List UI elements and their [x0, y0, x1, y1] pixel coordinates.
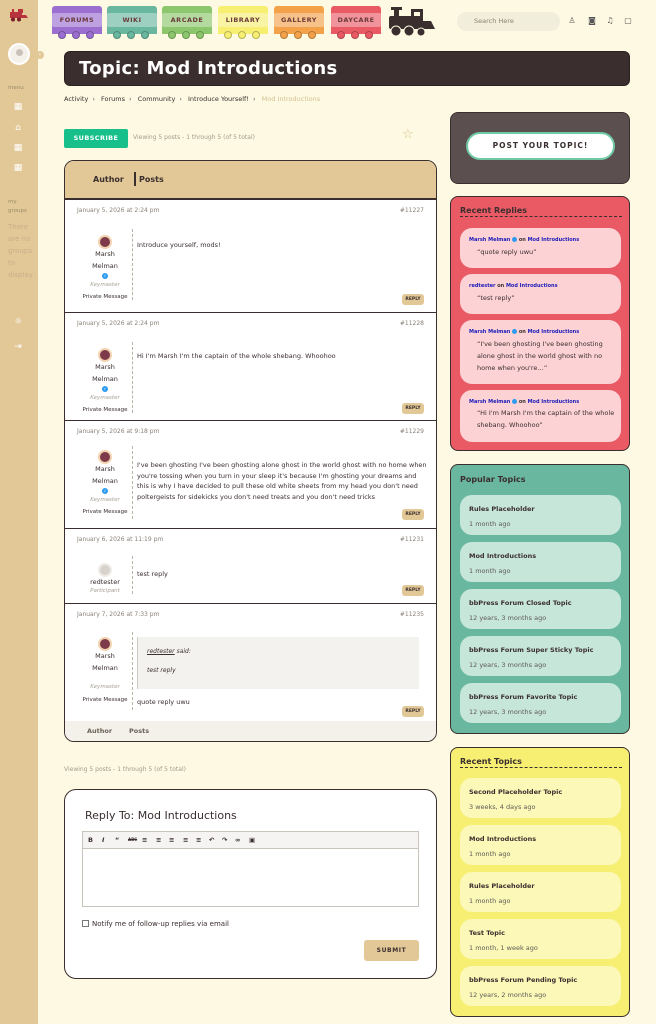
- post-row: [65, 420, 436, 528]
- wheel-icon: [238, 31, 246, 39]
- topic-item[interactable]: [460, 919, 621, 959]
- submit-button[interactable]: SUBMIT: [364, 940, 419, 961]
- reply-meta: [469, 283, 558, 289]
- my-groups-heading: my groups: [8, 199, 27, 214]
- reply-user[interactable]: Marsh Melman: [469, 237, 511, 243]
- post-permalink[interactable]: #11229: [399, 428, 424, 435]
- editor-toolbar: [83, 832, 418, 849]
- recent-reply-item[interactable]: [460, 390, 621, 442]
- pagination-count-bottom: Viewing 5 posts - 1 through 5 (of 5 total): [64, 766, 186, 773]
- post-date: January 7, 2026 at 7:33 pm: [77, 611, 160, 618]
- link-icon[interactable]: ∞: [235, 836, 241, 844]
- topic-age: 1 month ago: [469, 567, 511, 575]
- nav-label: FORUMS: [52, 13, 102, 27]
- reply-form-title: Reply To: Mod Introductions: [85, 809, 237, 822]
- italic-icon[interactable]: I: [102, 836, 105, 844]
- reply-on: on: [518, 237, 526, 243]
- post-content: I've been ghosting I've been ghosting alone ghost in the world ghost with no home when you're tossing when you turn in your sleep it's because I'm ghosting your dreams and this is why I have decided to pull these old white sheets from my head you don't need poltergeists for sidekicks you don't need treats and you don't need tricks: [137, 461, 427, 501]
- post-permalink[interactable]: #11227: [399, 207, 424, 214]
- author-name[interactable]: redtester: [90, 578, 120, 586]
- reply-excerpt: “Hi I'm Marsh I'm the captain of the whole shebang. Whoohoo”: [477, 409, 615, 429]
- verified-badge-icon: [512, 237, 517, 242]
- topic-age: 12 years, 3 months ago: [469, 614, 547, 622]
- table-footer: [65, 721, 436, 741]
- quote-said: said:: [176, 648, 191, 655]
- topic-age: 1 month ago: [469, 897, 511, 905]
- reply-user[interactable]: redtester: [469, 283, 496, 289]
- reply-user[interactable]: Marsh Melman: [469, 399, 511, 405]
- recent-reply-item[interactable]: [460, 228, 621, 268]
- sidebar-expand-icon[interactable]: ›: [36, 51, 44, 59]
- author-first: Marsh: [95, 250, 115, 258]
- topic-age: 1 month ago: [469, 850, 511, 858]
- blockquote-icon[interactable]: “: [115, 836, 120, 844]
- author-last: Melman: [92, 262, 118, 270]
- align-left-icon[interactable]: ≡: [169, 836, 175, 844]
- author-role: Keymaster: [90, 497, 120, 503]
- post-row: [65, 603, 436, 723]
- topic-item[interactable]: [460, 778, 621, 818]
- author-name[interactable]: [70, 650, 140, 674]
- wheel-icon: [252, 31, 260, 39]
- verified-badge-icon: ✓: [103, 386, 107, 391]
- chevron-right-icon: ›: [252, 95, 256, 103]
- nav-label: GALLERY: [274, 13, 324, 27]
- author-avatar[interactable]: [98, 235, 112, 249]
- reply-excerpt: “I've been ghosting I've been ghosting alone ghost in the world ghost with no home when you're…”: [477, 340, 603, 372]
- topic-title: Test Topic: [469, 929, 505, 937]
- post-content: Introduce yourself, mods!: [137, 241, 221, 249]
- favorite-star-icon[interactable]: ☆: [402, 127, 414, 142]
- subscribe-button[interactable]: SUBSCRIBE: [64, 129, 128, 148]
- author-first: Marsh: [95, 465, 115, 473]
- wheel-icon: [337, 31, 345, 39]
- author-last: Melman: [92, 477, 118, 485]
- nav-library[interactable]: [218, 6, 268, 34]
- popular-topics-widget: [450, 464, 630, 734]
- author-first: Marsh: [95, 363, 115, 371]
- topic-title: Second Placeholder Topic: [469, 788, 563, 796]
- private-message-link[interactable]: Private Message: [82, 294, 128, 300]
- bag-icon[interactable]: ▢: [624, 16, 632, 25]
- bell-icon[interactable]: ♫: [606, 16, 614, 25]
- topic-age: 1 month, 1 week ago: [469, 944, 538, 952]
- strikethrough-icon[interactable]: ABC: [128, 837, 138, 842]
- divider: [132, 446, 133, 519]
- post-content: test reply: [137, 570, 168, 578]
- author-first: Marsh: [95, 652, 115, 660]
- reply-meta: [469, 237, 579, 243]
- recent-topics-title: Recent Topics: [460, 757, 622, 768]
- reply-button[interactable]: REPLY: [402, 585, 424, 596]
- nav-label: ARCADE: [162, 13, 212, 27]
- author-name[interactable]: [70, 463, 140, 487]
- nav-arcade[interactable]: [162, 6, 212, 34]
- chevron-right-icon: ›: [179, 95, 182, 103]
- divider: [132, 342, 133, 413]
- post-date: January 5, 2026 at 2:24 pm: [77, 320, 160, 327]
- author-last: Melman: [92, 664, 118, 672]
- reply-excerpt: “quote reply uwu”: [477, 248, 537, 256]
- notify-checkbox[interactable]: [82, 920, 89, 927]
- topic-title: Mod Introductions: [469, 552, 537, 560]
- topic-age: 12 years, 3 months ago: [469, 661, 547, 669]
- wheel-icon: [58, 31, 66, 39]
- topic-age: 3 weeks, 4 days ago: [469, 803, 536, 811]
- wheel-icon: [127, 31, 135, 39]
- wheel-icon: [168, 31, 176, 39]
- breadcrumb-introduce[interactable]: Introduce Yourself!: [188, 95, 249, 103]
- topic-title: bbPress Forum Favorite Topic: [469, 693, 578, 701]
- verified-badge-icon: [512, 399, 517, 404]
- nav-daycare[interactable]: [331, 6, 381, 34]
- post-content: Hi I'm Marsh I'm the captain of the whole shebang. Whoohoo: [137, 352, 336, 360]
- reply-button[interactable]: REPLY: [402, 403, 424, 414]
- wheel-icon: [72, 31, 80, 39]
- chevron-right-icon: ›: [129, 95, 132, 103]
- topic-age: 12 years, 2 months ago: [469, 991, 547, 999]
- quoted-reply: [137, 637, 419, 689]
- wheel-icon: [86, 31, 94, 39]
- breadcrumb-activity[interactable]: Activity: [64, 95, 89, 103]
- page-title-bar: [64, 51, 630, 86]
- recent-replies-title: Recent Replies: [460, 206, 622, 217]
- reply-button[interactable]: REPLY: [402, 509, 424, 520]
- author-avatar[interactable]: [98, 450, 112, 464]
- topic-item[interactable]: [460, 589, 621, 629]
- align-right-icon[interactable]: ≡: [196, 836, 202, 844]
- reply-on: on: [497, 283, 505, 289]
- reply-meta: [469, 399, 579, 405]
- bullet-list-icon[interactable]: ≡: [142, 836, 148, 844]
- topic-title: Rules Placeholder: [469, 505, 535, 513]
- post-topic-button[interactable]: POST YOUR TOPIC!: [466, 132, 615, 160]
- user-avatar[interactable]: [8, 43, 30, 65]
- nav-forums[interactable]: [52, 6, 102, 34]
- locomotive-icon: [385, 7, 437, 37]
- recent-replies-widget: [450, 196, 630, 451]
- author-name[interactable]: [70, 361, 140, 385]
- post-topic-panel: [450, 112, 630, 184]
- wheel-icon: [141, 31, 149, 39]
- wheel-icon: [196, 31, 204, 39]
- breadcrumb-forums[interactable]: Forums: [101, 95, 125, 103]
- wheel-icon: [294, 31, 302, 39]
- logout-icon[interactable]: ⇥: [14, 342, 22, 352]
- topic-item[interactable]: [460, 495, 621, 535]
- author-role: Keymaster: [90, 684, 120, 690]
- footer-author: Author: [87, 727, 113, 735]
- post-row: [65, 199, 436, 312]
- author-last: Melman: [92, 375, 118, 383]
- bold-icon[interactable]: B: [88, 836, 93, 844]
- notify-label: Notify me of follow-up replies via email: [92, 920, 229, 928]
- reply-button[interactable]: REPLY: [402, 706, 424, 717]
- header-divider: [134, 172, 136, 186]
- align-center-icon[interactable]: ≡: [183, 836, 189, 844]
- author-role: Keymaster: [90, 282, 120, 288]
- reply-topic[interactable]: Mod Introductions: [505, 283, 558, 289]
- author-role: Keymaster: [90, 395, 120, 401]
- reply-on: on: [518, 399, 526, 405]
- topic-title: Mod Introductions: [469, 835, 537, 843]
- breadcrumb-community[interactable]: Community: [137, 95, 176, 103]
- grid-icon[interactable]: ▦: [13, 102, 23, 112]
- reply-topic[interactable]: Mod Introductions: [527, 329, 580, 335]
- chat-icon[interactable]: ◙: [588, 16, 596, 25]
- post-content: quote reply uwu: [137, 698, 190, 706]
- numbered-list-icon[interactable]: ≡: [156, 836, 162, 844]
- topic-posts-table: [64, 160, 437, 742]
- recent-topics-widget: [450, 747, 630, 1017]
- undo-icon[interactable]: ↶: [209, 836, 215, 844]
- topic-item[interactable]: [460, 825, 621, 865]
- redo-icon[interactable]: ↷: [222, 836, 228, 844]
- post-permalink[interactable]: #11231: [399, 536, 424, 543]
- topic-title: bbPress Forum Closed Topic: [469, 599, 572, 607]
- post-date: January 5, 2026 at 9:18 pm: [77, 428, 160, 435]
- reply-button[interactable]: REPLY: [402, 294, 424, 305]
- footer-posts: Posts: [129, 727, 150, 735]
- recent-reply-item[interactable]: [460, 274, 621, 314]
- post-date: January 5, 2026 at 2:24 pm: [77, 207, 160, 214]
- topic-title: bbPress Forum Pending Topic: [469, 976, 578, 984]
- reply-editor[interactable]: [82, 831, 419, 907]
- chevron-right-icon: ›: [92, 95, 95, 103]
- topic-title: bbPress Forum Super Sticky Topic: [469, 646, 594, 654]
- dashboard-icon[interactable]: ▦: [13, 163, 23, 173]
- wheel-icon: [280, 31, 288, 39]
- reply-topic[interactable]: Mod Introductions: [527, 399, 580, 405]
- quote-author: [147, 648, 191, 655]
- topic-item[interactable]: [460, 636, 621, 676]
- topic-title: Rules Placeholder: [469, 882, 535, 890]
- apps-icon[interactable]: ▦: [13, 143, 23, 153]
- table-header: [65, 161, 436, 199]
- sun-icon[interactable]: ☼: [13, 317, 23, 327]
- author-avatar[interactable]: [98, 348, 112, 362]
- wheel-icon: [113, 31, 121, 39]
- author-name[interactable]: [70, 248, 140, 272]
- menu-heading: menu: [8, 85, 24, 91]
- post-permalink[interactable]: #11235: [399, 611, 424, 618]
- nav-gallery[interactable]: [274, 6, 324, 34]
- user-icon[interactable]: ♙: [568, 16, 576, 25]
- topic-age: 1 month ago: [469, 520, 511, 528]
- topic-item[interactable]: [460, 542, 621, 582]
- wheel-icon: [351, 31, 359, 39]
- nav-label: LIBRARY: [218, 13, 268, 27]
- wheel-icon: [308, 31, 316, 39]
- topic-item[interactable]: [460, 966, 621, 1006]
- breadcrumb-current: Mod Introductions: [261, 95, 321, 103]
- left-sidebar: [0, 0, 42, 1024]
- reply-form: [64, 789, 437, 979]
- wheel-icon: [224, 31, 232, 39]
- divider: [132, 632, 133, 710]
- reply-topic[interactable]: Mod Introductions: [527, 237, 580, 243]
- home-icon[interactable]: ⌂: [15, 123, 21, 133]
- reply-meta: [469, 329, 579, 335]
- nav-wiki[interactable]: [107, 6, 157, 34]
- author-avatar[interactable]: [98, 637, 112, 651]
- post-row: [65, 312, 436, 420]
- nav-label: WIKI: [107, 13, 157, 27]
- header-posts: Posts: [139, 175, 164, 184]
- groups-empty-text: There are no groups to display: [8, 223, 33, 279]
- topic-item[interactable]: [460, 872, 621, 912]
- wheel-icon: [182, 31, 190, 39]
- search-input[interactable]: Search Here: [457, 12, 560, 31]
- author-avatar[interactable]: [98, 563, 112, 577]
- private-message-link[interactable]: Private Message: [82, 697, 128, 703]
- verified-badge-icon: ✓: [103, 273, 107, 278]
- pagination-count: Viewing 5 posts - 1 through 5 (of 5 total): [133, 134, 255, 141]
- private-message-link[interactable]: Private Message: [82, 509, 128, 515]
- post-date: January 6, 2026 at 11:19 pm: [77, 536, 164, 543]
- quote-author-link[interactable]: redtester: [147, 648, 175, 655]
- verified-badge-icon: [512, 329, 517, 334]
- topic-item[interactable]: [460, 683, 621, 723]
- recent-reply-item[interactable]: [460, 320, 621, 384]
- page-title: Topic: Mod Introductions: [79, 58, 338, 79]
- reply-excerpt: “test reply”: [477, 294, 515, 302]
- divider: [132, 556, 133, 594]
- popular-topics-title: Popular Topics: [460, 475, 526, 484]
- breadcrumb: [64, 95, 324, 103]
- author-role: Participant: [90, 588, 120, 594]
- wheel-icon: [365, 31, 373, 39]
- train-logo-icon[interactable]: [9, 8, 29, 22]
- verified-badge-icon: ✓: [103, 488, 107, 493]
- reply-user[interactable]: Marsh Melman: [469, 329, 511, 335]
- post-row: [65, 528, 436, 603]
- topic-age: 12 years, 3 months ago: [469, 708, 547, 716]
- post-permalink[interactable]: #11228: [399, 320, 424, 327]
- reply-on: on: [518, 329, 526, 335]
- header-author: Author: [93, 175, 124, 184]
- nav-label: DAYCARE: [331, 13, 381, 27]
- image-icon[interactable]: ▣: [249, 836, 256, 844]
- private-message-link[interactable]: Private Message: [82, 407, 128, 413]
- quote-text: test reply: [147, 667, 176, 674]
- divider: [132, 229, 133, 300]
